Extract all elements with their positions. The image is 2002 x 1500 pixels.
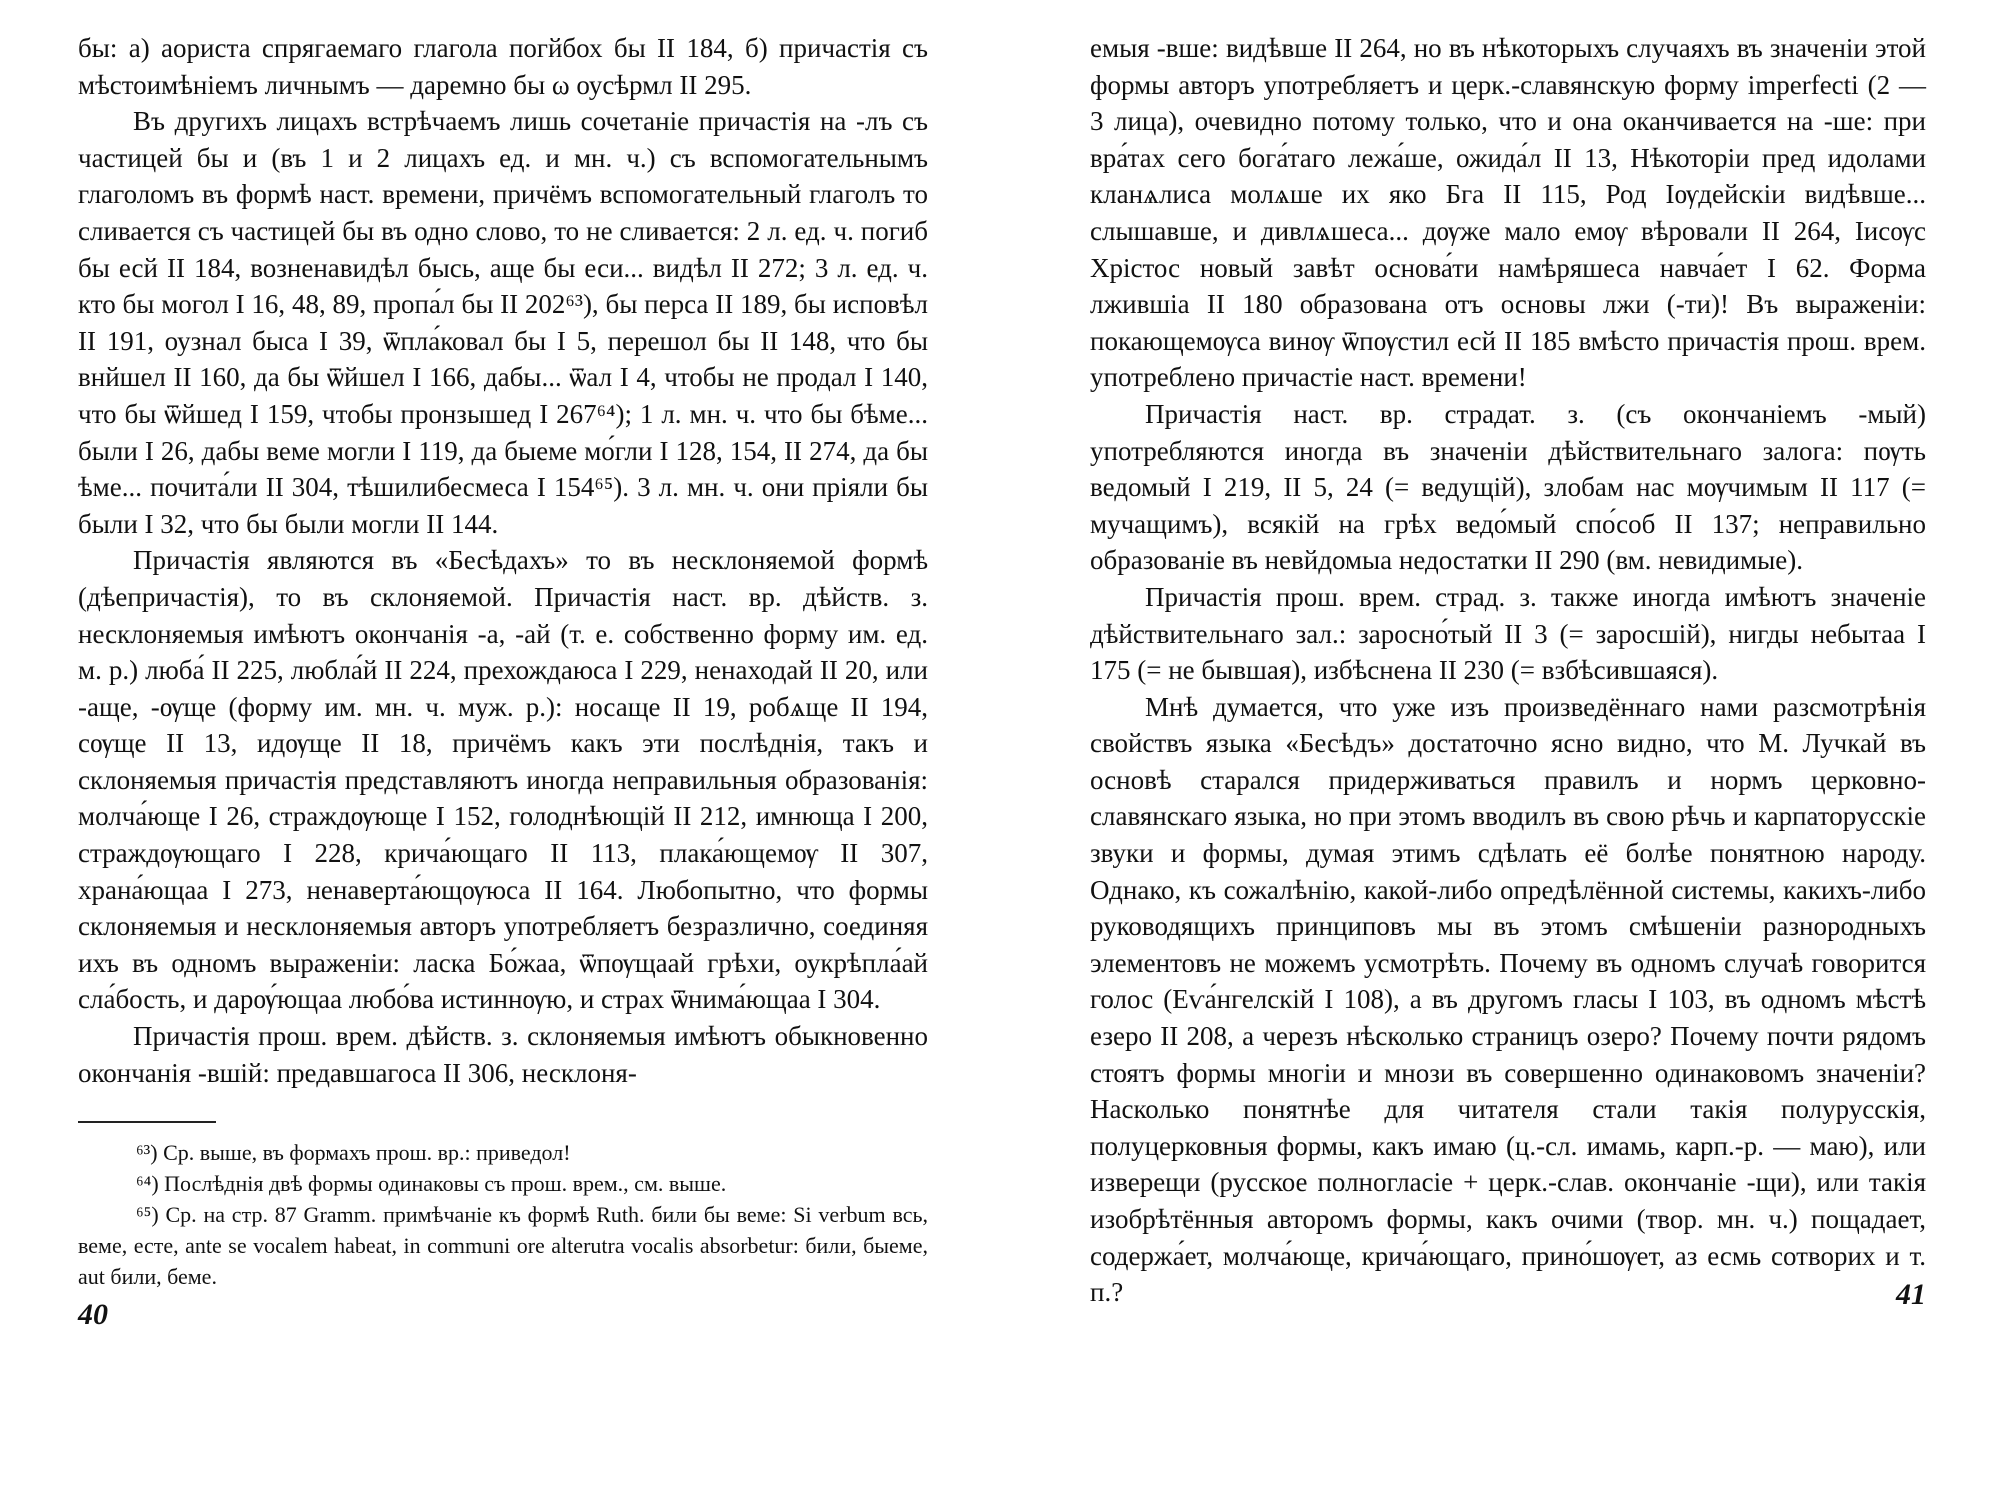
right-paragraph-2: Причастія наст. вр. страдат. з. (съ окончаніемъ -мый) употребляются иногда въ значеніи дѣйствительнаго залога: пѹть ведомый I 219, II 5, 24 (= ведущій), злобам нас мѹчимым II 117 (= мучащимъ), всякій на грѣх ведо́мый спо́соб II 137; неправильно образованіе въ невйдомыа недостатки II 290 (вм. невидимые). (1090, 398, 1926, 576)
right-page-body (1090, 0, 1926, 1311)
page-number-left: 40 (78, 1298, 108, 1331)
right-page (1090, 0, 1926, 1311)
footnote-divider (78, 1121, 216, 1123)
left-paragraph-2: Въ другихъ лицахъ встрѣчаемъ лишь сочетаніе причастія на -лъ съ частицей бы и (въ 1 и 2 лицахъ ед. и мн. ч.) съ вспомогательнымъ глаголомъ въ формѣ наст. времени, причёмъ вспомогательный глаголъ то сливается съ частицей бы въ одно слово, то не сливается: 2 л. ед. ч. погиб бы есй II 184, возненавидѣл бысь, аще бы еси... видѣл II 272; 3 л. ед. ч. кто бы могол I 16, 48, 89, пропа́л бы II 202⁶³), бы перса II 189, бы исповѣл II 191, оузнал быса I 39, ѿпла́ковал бы I 5, перешол бы II 148, что бы внйшел II 160, да бы ѿйшел I 166, дабы... ѿал I 4, чтобы не продал I 140, что бы ѿйшед I 159, чтобы пронзышед I 267⁶⁴); 1 л. мн. ч. что бы бѣме... были I 26, дабы веме могли I 119, да быеме мо́гли I 128, 154, II 274, да бы ѣме... почита́ли II 304, тѣшилибесмеса I 154⁶⁵). 3 л. мн. ч. они пріяли бы были I 32, что бы были могли II 144. (78, 106, 928, 539)
left-paragraph-1: бы: а) аориста спрягаемаго глагола погйбох бы II 184, б) причастія съ мѣстоимѣніемъ личнымъ — даремно бы ω оусѣрмл II 295. (78, 33, 928, 100)
left-paragraph-3: Причастія являются въ «Бесѣдахъ» то въ несклоняемой формѣ (дѣепричастія), то въ склоняемой. Причастія наст. вр. дѣйств. з. несклоняемыя имѣютъ окончанія -а, -ай (т. е. собственно форму им. ед. м. р.) люба́ II 225, любла́й II 224, прехождаюса I 229, ненаходай II 20, или -аще, -ѹще (форму им. мн. ч. муж. р.): носаще II 19, робѧще II 194, сѹще II 13, идѹще II 18, причёмъ какъ эти послѣднія, такъ и склоняемыя причастія представляютъ иногда неправильныя образованія: молча́юще I 26, страждѹюще I 152, голоднѣющій II 212, имнюща I 200, страждѹющаго I 228, крича́ющаго II 113, плака́ющемѹ II 307, храна́ющаа I 273, ненаверта́ющѹюса II 164. Любопытно, что формы склоняемыя и несклоняемыя авторъ употребляетъ безразлично, соединяя ихъ въ одномъ выраженіи: ласка Бо́жаа, ѿпѹщаай грѣхи, оукрѣпла́ай сла́бость, и дарѹ́ющаа любо́ва истиннѹю, и страх ѿнима́ющаа I 304. (78, 545, 928, 1015)
footnote-63: ⁶³) Ср. выше, въ формахъ прош. вр.: приведол! (136, 1140, 571, 1166)
right-paragraph-3: Причастія прош. врем. страд. з. также иногда имѣютъ значеніе дѣйствительнаго зал.: заросно́тый II 3 (= заросшій), нигды небытаа I 175 (= не бывшая), избѣснена II 230 (= взбѣсившаяся). (1090, 581, 1926, 686)
right-paragraph-4: Мнѣ думается, что уже изъ произведённаго нами разсмотрѣнія свойствъ языка «Бесѣдъ» достаточно ясно видно, что М. Лучкай въ основѣ старался придерживаться правилъ и нормъ церковно-славянскаго языка, но при этомъ вводилъ въ свою рѣчь и карпаторусскіе звуки и формы, думая этимъ сдѣлать её болѣе понятною народу. Однако, къ сожалѣнію, какой-либо опредѣлённой системы, какихъ-либо руководящихъ принциповъ мы въ этомъ смѣшеніи разнородныхъ элементовъ не можемъ усмотрѣть. Почему въ одномъ случаѣ говорится голос (Еѵа́нгелскій I 108), а въ другомъ гласы I 103, въ одномъ мѣстѣ езеро II 208, а черезъ нѣсколько страницъ озеро? Почему почти рядомъ стоятъ формы многіи и мнози въ совершенно одинаковомъ значеніи? Насколько понятнѣе для читателя стали такія полурусскія, полуцерковныя формы, какъ имаю (ц.-сл. имамь, карп.-р. — маю), или изверещи (русское полногласіе + церк.-слав. окончаніе -щи), или такія изобрѣтённыя авторомъ формы, какъ очими (твор. мн. ч.) пощадает, содержа́ет, молча́юще, крича́ющаго, прино́шѹет, аз есмь сотворих и т. п.? (1090, 691, 1926, 1308)
left-paragraph-4: Причастія прош. врем. дѣйств. з. склоняемыя имѣютъ обыкновенно окончанія -вшій: предавшагоса II 306, несклоня- (78, 1021, 928, 1088)
left-page-body (78, 0, 928, 1292)
footnote-64: ⁶⁴) Послѣднія двѣ формы одинаковы съ прош. врем., см. выше. (136, 1171, 727, 1197)
page-number-right: 41 (1896, 1278, 1926, 1311)
right-paragraph-1: емыя -вше: видѣвше II 264, но въ нѣкоторыхъ случаяхъ въ значеніи этой формы авторъ употребляетъ и церк.-славянскую форму imperfecti (2 — 3 лица), очевидно потому только, что и она оканчивается на -ше: при вра́тах сего бога́таго лежа́ше, ожида́л II 13, Нѣкоторіи пред идолами кланѧлиса молѧше их яко Бга II 115, Род Іѹдейскіи видѣвше... слышавше, и дивлѧшеса... дѹже мало емѹ вѣровали II 264, Іисѹс Хрістос новый завѣт основа́ти намѣряшеса навча́ет I 62. Форма лжившіа II 180 образована отъ основы лжи (-ти)! Въ выраженіи: покающемѹса винѹ ѿпѹстил есй II 185 вмѣсто причастія прош. врем. употреблено причастіе наст. времени! (1090, 33, 1926, 393)
footnote-65: ⁶⁵) Ср. на стр. 87 Gramm. примѣчаніе къ формѣ Ruth. били бы веме: Si verbum всь, веме, есте, ante se vocalem habeat, in communi ore alterutra vocalis absorbetur: били, быеме, aut били, беме. (78, 1202, 928, 1290)
left-page (78, 0, 928, 1331)
